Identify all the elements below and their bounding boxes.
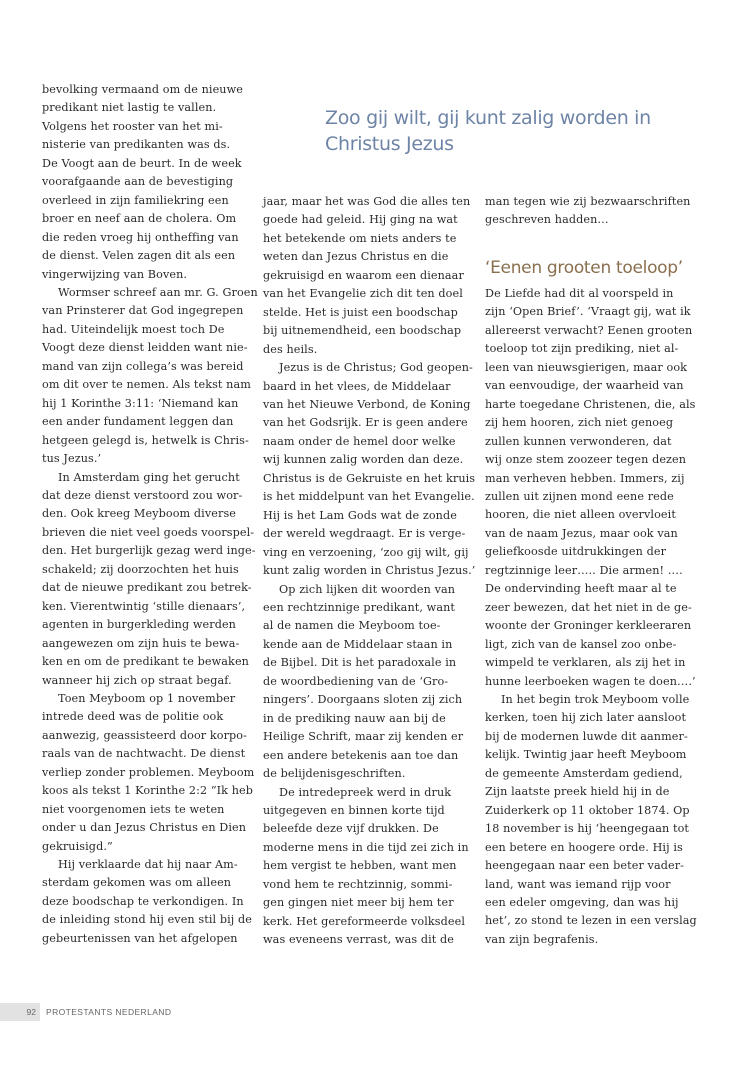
text-line: de Bijbel. Dit is het paradoxale in [263,656,457,670]
text-line: zij hem hooren, zich niet genoeg [485,416,674,430]
text-line: de gemeente Amsterdam gediend, [485,766,683,780]
text-line: voorafgaande aan de bevestiging [42,175,234,189]
pull-quote [325,105,651,157]
text-line: van Prinsterer dat God ingegrepen [42,304,244,318]
text-line: dat de nieuwe predikant zou betrek- [42,581,252,595]
text-line: geschreven hadden… [485,213,609,227]
text-line: van het Godsrijk. Er is geen andere [263,416,468,430]
text-line: gebeurtenissen van het afgelopen [42,931,238,945]
text-line: De Voogt aan de beurt. In de week [42,156,242,170]
text-column-3 [485,193,695,230]
text-line: woonte der Groninger kerkleeraren [485,619,692,633]
text-line: De Liefde had dit al voorspeld in [485,287,674,300]
text-line: koos als tekst 1 Korinthe 2:2 “Ik heb [42,784,253,798]
text-line: ken. Vierentwintig ‘stille dienaars’, [42,599,246,613]
pull-quote-line: Christus Jezus [325,133,454,155]
text-line: naam onder de hemel door welke [263,434,456,448]
text-line: stelde. Het is juist een boodschap [263,305,458,319]
text-line: van het Nieuwe Verbond, de Koning [263,397,471,411]
text-line: Hij is het Lam Gods wat de zonde [263,508,457,522]
text-line: een andere betekenis aan toe dan [263,748,459,762]
text-line: niet voorgenomen iets te weten [42,802,225,816]
text-line: Heilige Schrift, maar zij kenden er [263,730,464,744]
text-line: predikant niet lastig te vallen. [42,101,217,115]
text-line: In Amsterdam ging het gerucht [58,470,240,484]
text-line: was eveneens verrast, was dit de [263,933,455,947]
text-line: toeloop tot zijn prediking, niet al- [485,342,679,356]
text-line: heengegaan naar een beter vader- [485,859,685,873]
text-line: van zijn begrafenis. [485,932,599,946]
text-line: uitgegeven en binnen korte tijd [263,803,445,817]
text-line: hij 1 Korinthe 3:11: ‘Niemand kan [42,396,239,410]
text-line: man tegen wie zij bezwaarschriften [485,195,691,208]
text-line: tus Jezus.’ [42,452,102,466]
text-line: vond hem te rechtzinnig, sommi- [263,877,453,891]
text-line: de woordbediening van de ‘Gro- [263,674,449,688]
text-line: een ander fundament leggen dan [42,415,234,429]
text-line: Op zich lijken dit woorden van [279,582,456,596]
text-line: De intredepreek werd in druk [279,785,452,799]
text-line: verliep zonder problemen. Meyboom [42,765,255,779]
text-line: de belijdenisgeschriften. [263,767,406,781]
text-line: In het begin trok Meyboom volle [501,692,690,706]
text-line: Jezus is de Christus; God geopen- [279,361,473,375]
text-line: ningers’. Doorgaans sloten zij zich [263,693,463,707]
text-line: zullen kunnen verwonderen, dat [485,434,672,448]
text-line: al de namen die Meyboom toe- [263,619,441,633]
text-line: moderne mens in die tijd zei zich in [263,840,469,854]
text-line: kerk. Het gereformeerde volksdeel [263,914,466,928]
text-line: zijn ‘Open Brief’. ‘Vraagt gij, wat ik [485,305,691,319]
text-line: bij de modernen luwde dit aanmer- [485,729,688,743]
text-line: sterdam gekomen was om alleen [42,876,232,890]
text-line: allereerst verwacht? Eenen grooten [485,323,693,337]
text-line: de inleiding stond hij even stil bij de [42,913,252,927]
text-line: had. Uiteindelijk moest toch De [42,322,225,336]
text-line: gen gingen niet meer bij hem ter [263,896,454,910]
text-line: goede had geleid. Hij ging na wat [263,213,458,227]
text-line: Hij verklaarde dat hij naar Am- [58,858,238,872]
text-line: gekruisigd en waarom een dienaar [263,268,464,282]
text-line: mand van zijn collega’s was bereid [42,359,244,373]
text-line: ken en om de predikant te bewaken [42,655,249,669]
text-line: ligt, zich van de kansel zoo onbe- [485,637,677,651]
text-line: De ondervinding heeft maar al te [485,582,677,596]
text-line: leen van nieuwsgierigen, maar ook [485,360,688,374]
text-line: zeer bewezen, dat het niet in de ge- [485,600,692,614]
text-line: dat deze dienst verstoord zou wor- [42,488,243,502]
text-line: zullen uit zijnen mond eene rede [485,489,674,503]
text-line: ving en verzoening, ‘zoo gij wilt, gij [263,545,469,559]
text-line: beleefde deze vijf drukken. De [263,822,439,836]
text-line: kerken, toen hij zich later aansloot [485,711,687,725]
text-line: bevolking vermaand om de nieuwe [42,83,244,96]
text-line: een edeler omgeving, dan was hij [485,895,679,909]
text-line: wij kunnen zalig worden dan deze. [263,453,464,467]
text-line: Christus is de Gekruiste en het kruis [263,471,476,485]
text-line: man verheven hebben. Immers, zij [485,471,685,485]
text-line: brieven die niet veel goeds voorspel- [42,525,255,539]
text-line: hetgeen gelegd is, hetwelk is Chris- [42,433,249,447]
text-line: Wormser schreef aan mr. G. Groen [58,285,258,299]
text-line: baard in het vlees, de Middelaar [263,379,451,393]
text-line: het betekende om niets anders te [263,231,457,245]
text-line: schakeld; zij doorzochten het huis [42,562,239,576]
text-line: aanwezig, geassisteerd door korpo- [42,728,248,742]
text-line: weten dan Jezus Christus en die [263,250,449,264]
text-line: hunne leerboeken wagen te doen….’ [485,674,696,688]
text-column-1 [42,81,258,948]
text-line: broer en neef aan de cholera. Om [42,212,237,226]
text-line: gekruisigd.” [42,839,113,853]
text-line: kende aan de Middelaar staan in [263,637,453,651]
text-line: deze boodschap te verkondigen. In [42,894,244,908]
text-line: wimpeld te verklaren, als zij het in [485,656,686,670]
text-line: vingerwijzing van Boven. [42,267,188,281]
text-line: harte toegedane Christenen, die, als [485,397,696,411]
text-line: van de naam Jezus, maar ook van [485,526,678,540]
pull-quote-line: Zoo gij wilt, gij kunt zalig worden in [325,107,651,129]
text-line: jaar, maar het was God die alles ten [263,195,471,208]
text-line: des heils. [263,342,318,356]
text-line: van het Evangelie zich dit ten doel [263,287,463,301]
text-line: bij uitnemendheid, een boodschap [263,324,462,338]
text-line: overleed in zijn familiekring een [42,193,229,207]
text-line: intrede deed was de politie ook [42,710,224,724]
text-line: Voogt deze dienst leidden want nie- [42,341,248,355]
text-line: kunt zalig worden in Christus Jezus.’ [263,564,476,578]
text-line: Zuiderkerk op 11 oktober 1874. Op [485,803,690,817]
text-line: Zijn laatste preek hield hij in de [485,785,670,799]
text-line: wij onze stem zoozeer tegen dezen [485,453,687,467]
text-line: hooren, die niet alleen overvloeit [485,508,676,522]
text-line: geliefkoosde uitdrukkingen der [485,545,667,559]
text-line: Toen Meyboom op 1 november [58,691,236,705]
text-line: om dit over te nemen. Als tekst nam [42,378,251,392]
text-line: in de prediking nauw aan bij de [263,711,446,725]
page-footer [0,1003,171,1021]
text-line: een betere en hoogere orde. Hij is [485,840,683,854]
text-line: den. Ook kreeg Meyboom diverse [42,507,237,521]
text-line: wanneer hij zich op straat begaf. [42,673,232,687]
text-line: agenten in burgerkleding werden [42,618,236,632]
text-line: nisterie van predikanten was ds. [42,138,231,152]
text-line: onder u dan Jezus Christus en Dien [42,821,247,835]
text-line: het’, zo stond te lezen in een verslag [485,914,697,928]
text-line: regtzinnige leer….. Die armen! …. [485,563,683,577]
text-column-2 [263,193,476,950]
text-column-3-continued [485,285,695,949]
text-line: kelijk. Twintig jaar heeft Meyboom [485,748,687,762]
text-line: der wereld wegdraagt. Er is verge- [263,527,466,541]
text-line: raals van de nachtwacht. De dienst [42,747,246,761]
text-line: den. Het burgerlijk gezag werd inge- [42,544,256,558]
text-line: Volgens het rooster van het mi- [42,119,223,133]
text-line: land, want was iemand rijp voor [485,877,671,891]
text-line: hem vergist te hebben, want men [263,859,457,873]
text-line: van eenvoudige, der waarheid van [485,379,684,393]
text-line: een rechtzinnige predikant, want [263,600,456,614]
publication-name: PROTESTANTS NEDERLAND [46,1007,172,1017]
text-line: 18 november is hij ‘heengegaan tot [485,822,690,836]
text-line: is het middelpunt van het Evangelie. [263,490,475,504]
text-line: aangewezen om zijn huis te bewa- [42,636,240,650]
text-line: de dienst. Velen zagen dit als een [42,249,236,263]
section-heading: ‘Eenen grooten toeloop’ [485,258,683,278]
page-number: 92 [0,1003,40,1021]
text-line: die reden vroeg hij ontheffing van [42,230,239,244]
